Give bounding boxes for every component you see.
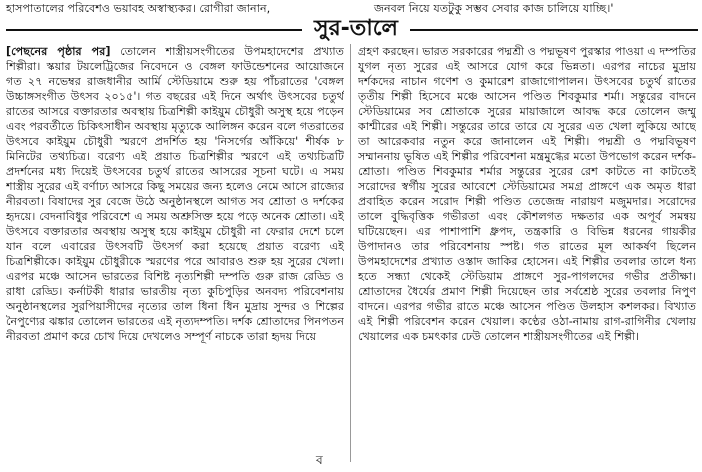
page-bottom-mark: ব — [316, 453, 323, 467]
column-divider — [350, 44, 351, 462]
article-column-left — [6, 44, 344, 462]
previous-article-right-line: জনবল নিয়ে যতটুকু সম্ভব সেবার কাজ চালিয়ে যাচ্ছি।' — [374, 2, 614, 15]
article-body-left: তোলেন শাস্ত্রীয়সংগীতের উপমহাদেশের প্রখ্যাত শিল্পীরা। স্কয়ার টয়লেট্রিজের নিবেদনে ও বেঙ্গল ফাউন্ডেশনের আয়োজনে গত ২৭ নভেম্বর রাজধানীর আর্মি স্টেডিয়ামে শুরু হয় পাঁচরাতের 'বেঙ্গল উচ্চাঙ্গসংগীত উৎসব ২০১৫'। গত বছরের এই দিনে অর্থাৎ উৎসবের চতুর্থ রাতের আসরে বক্তারতার অবস্থায় চিত্রশিল্পী কাইয়ুম চৌধুরী অসুস্থ হয়ে পড়েন এবং পরবর্তীতে চিকিৎসাধীন অবস্থায় মৃত্যুকে আলিঙ্গন করেন বলে গতরাতের উৎসবে কাইয়ুম চৌধুরী স্মরণে প্রদর্শিত হয় 'নিসর্গের আঁকিয়ে' শীর্ষক ৮ মিনিটের তথ্যচিত্র। বরেণ্য এই প্রয়াত চিত্রশিল্পীর স্মরণে এই তথ্যচিত্রটি প্রদর্শনের মধ্য দিয়েই উৎসবের চতুর্থ রাতের আসরের সূচনা ঘটে। এ সময় শাস্ত্রীয় সুরের এই বর্ণাঢ্য আসরে কিছু সময়ের জন্য হলেও নেমে আসে রাজ্যের নীরবতা। বিষাদের সুর বেজে উঠে অনুষ্ঠানস্থলে আগত সব শ্রোতা ও দর্শকের হৃদয়ে। বেদনাবিধুর পরিবেশে এ সময় অশ্রুসিক্ত হয়ে পড়ে অনেক শ্রোতা। এই উৎসবে বক্তারতার অবস্থায় অসুস্থ হয়ে কাইয়ুম চৌধুরী না ফেরার দেশে চলে যান বলে এবারের উৎসবটি উৎসর্গ করা হয়েছে প্রয়াত বরেণ্য এই চিত্রশিল্পীকে। কাইয়ুম চৌধুরীকে স্মরণের পরে আবারও শুরু হয় সুরের খেলা। এরপর মঞ্চে আসেন ভারতের বিশিষ্ট নৃত্যশিল্পী দম্পতি গুরু রাজ রেড্ডি ও রাধা রেড্ডি। কর্নাটকী ধারার ভারতীয় নৃত্য কুচিপুড়ির অনবদ্য পরিবেশনায় অনুষ্ঠানস্থলের সুরপিয়াসীদের নৃত্যের তাল ধিনা ধিন মুদ্রায় সুন্দর ও শিল্পের নৈপুণ্যের ঝঙ্কার তোলেন ভারতের এই নৃত্যদম্পতি। দর্শক শ্রোতাদের পিনপতন নীরবতা প্রমাণ করে চোখ দিয়ে দেখলেও সম্পূর্ণ নাচকে তারা হৃদয় দিয়ে — [6, 45, 344, 343]
headline-rule-left — [6, 29, 302, 31]
article-paragraph-left — [6, 44, 344, 344]
headline-rule-right — [410, 29, 698, 31]
article-headline: সুর-তালে — [314, 16, 398, 41]
article-column-right — [358, 44, 696, 462]
continued-from-back-page-label: [পেছনের পৃষ্ঠার পর] — [6, 45, 111, 58]
previous-article-left-line: হাসপাতালের পরিবেশও ভয়াবহ অস্বাস্থ্যকর। রোগীরা জানান, — [6, 2, 271, 15]
headline-row — [0, 18, 702, 44]
article-body-right: গ্রহণ করছেন। ভারত সরকারের পদ্মশ্রী ও পদ্মভূষণ পুরস্কার পাওয়া এ দম্পতির যুগল নৃত্য সুরের এই আসরে যোগ করে ভিন্নতা। এরপর নাচের মুদ্রায় দর্শকদের নাচান গণেশ ও কুমারেশ রাজাগোপালন। উৎসবের চতুর্থ রাতের তৃতীয় শিল্পী হিসেবে মঞ্চে আসেন পণ্ডিত শিবকুমার শর্মা। সন্তুরের বাদনে স্টেডিয়ামের সব শ্রোতাকে সুরের মায়াজালে আবদ্ধ করে তোলেন জম্মু কাশ্মীরের এই শিল্পী। সন্তুরের তারে তারে যে সুরের এত খেলা লুকিয়ে আছে তা আরেকবার নতুন করে জানালেন এই শিল্পী। পদ্মশ্রী ও পদ্মবিভূষণ সম্মাননায় ভূষিত এই শিল্পীর পরিবেশনা মন্ত্রমুগ্ধের মতো উপভোগ করেন দর্শক-শ্রোতা। পণ্ডিত শিবকুমার শর্মার সন্তুরের সুরের রেশ কাটতে না কাটতেই সরোদের স্বর্গীয় সুরের আবেশে স্টেডিয়ামের সমগ্র প্রাঙ্গণে এক অমৃত ধারা প্রবাহিত করেন সরোদ শিল্পী পণ্ডিত তেজেন্দ্র নারায়ণ মজুমদার। সরোদের তালে বুদ্ধিবৃত্তিক গভীরতা এবং কৌশলগত দক্ষতার এক অপূর্ব সমন্বয় ঘটিয়েছেন। এর পাশাপাশি ধ্রুপদ, তন্ত্রকারি ও বিভিন্ন ধরনের গায়কীর উপাদানও তার পরিবেশনায় স্পষ্ট। গত রাতের মূল আকর্ষণ ছিলেন উপমহাদেশের প্রখ্যাত ওস্তাদ জাকির হোসেন। এই শিল্পীর তবলার তালে ধন্য হতে সন্ধ্যা থেকেই স্টেডিয়াম প্রাঙ্গণে সুর-পাগলদের গভীর প্রতীক্ষা। শ্রোতাদের ধৈর্যের প্রমাণ শিল্পী দিয়েছেন তার সর্বশ্রেষ্ঠ সুরের তবলার নিপুণ বাদনে। এরপর গভীর রাতে মঞ্চে আসেন পণ্ডিত উলহাস কশলকর। বিখ্যাত এই শিল্পী পরিবেশন করেন খেয়াল। কণ্ঠের ওঠা-নামায় রাগ-রাগিনীর খেলায় খেয়ালের এক চমৎকার ঢেউ তোলেন শাস্ত্রীয়সংগীতের এই শিল্পী। — [358, 45, 696, 343]
